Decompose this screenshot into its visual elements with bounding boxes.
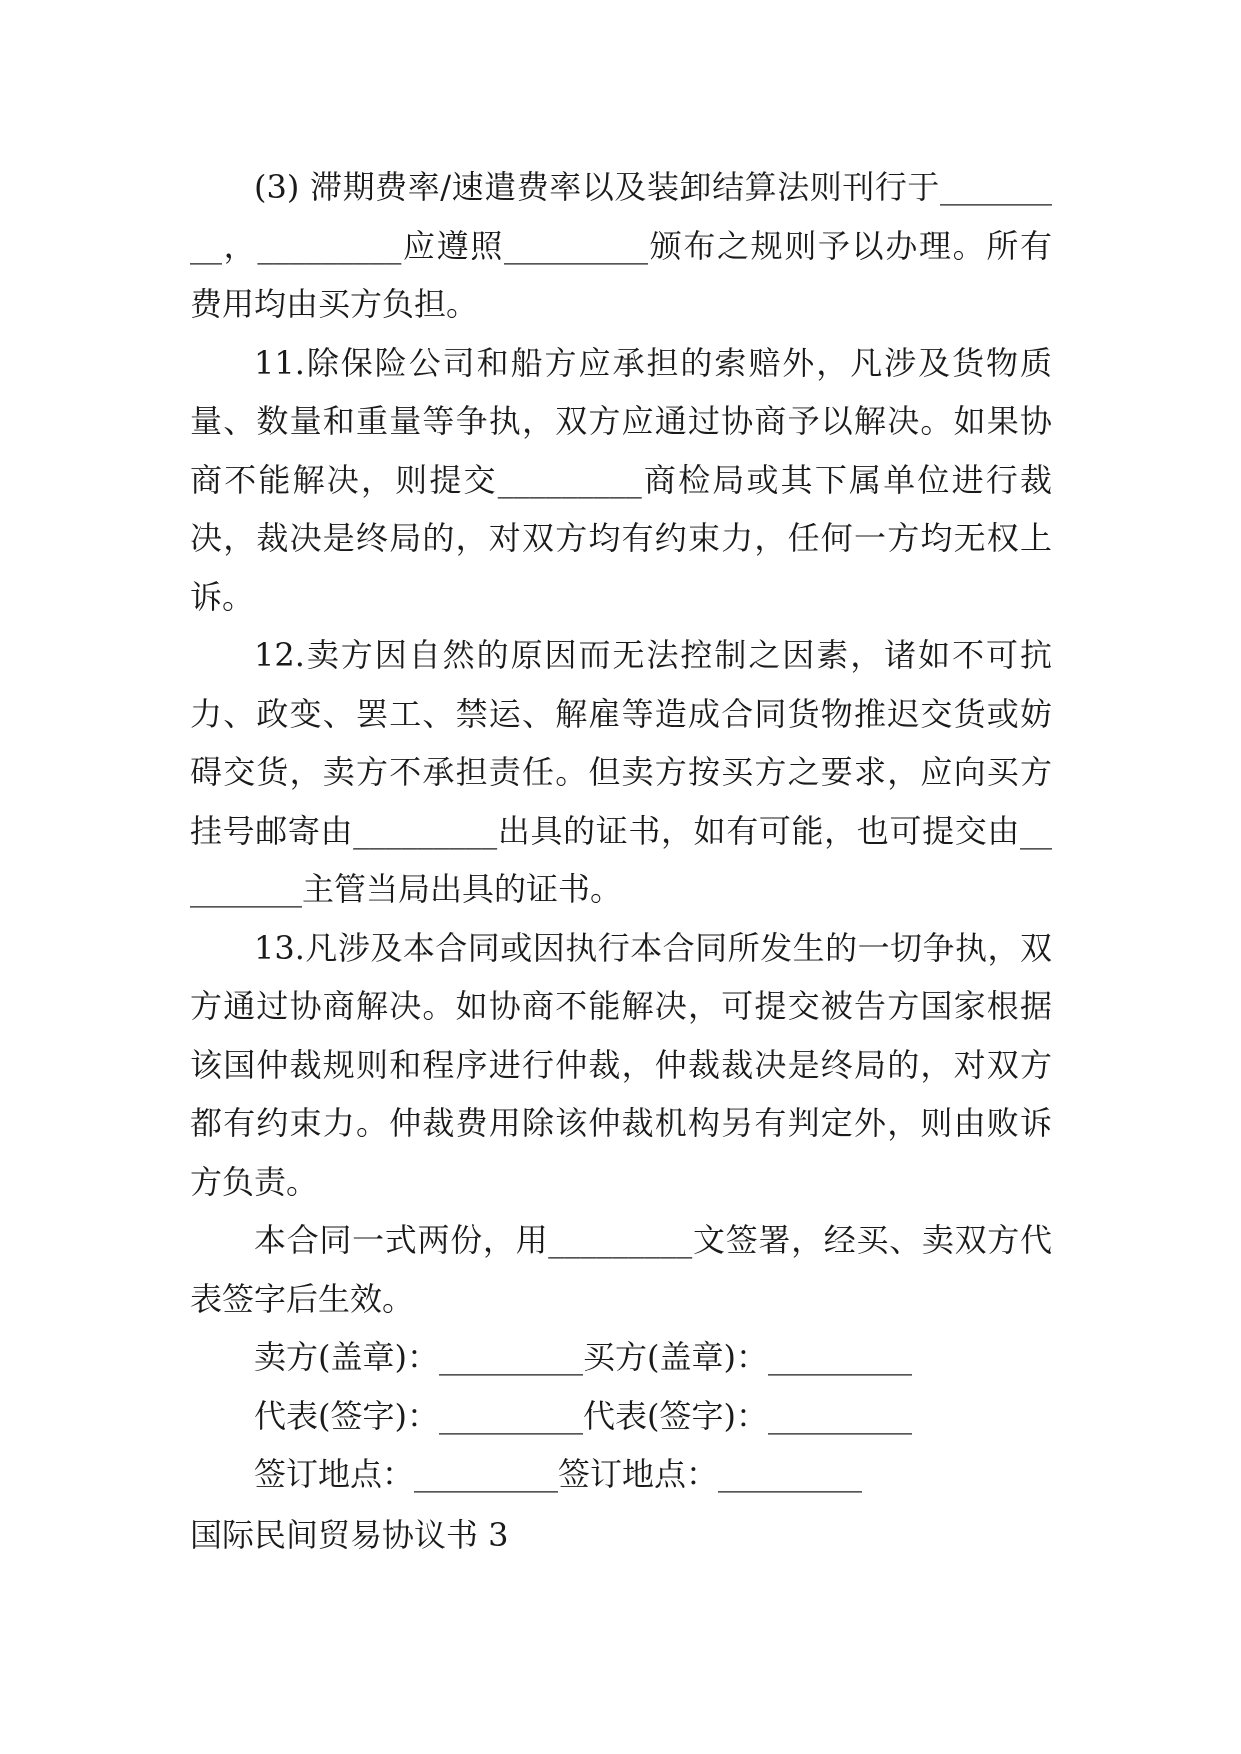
- clause-copies-signature: 本合同一式两份，用_________文签署，经买、卖双方代表签字后生效。: [190, 1221, 1052, 1318]
- clause-demurrage-rate: (3) 滞期费率/速遣费率以及装卸结算法则刊行于_________，_________应遵照_________颁布之规则予以办理。所有费用均由买方负担。: [190, 168, 1052, 323]
- clause-13-arbitration: 13.凡涉及本合同或因执行本合同所发生的一切争执，双方通过协商解决。如协商不能解决，可提交被告方国家根据该国仲裁规则和程序进行仲裁，仲裁裁决是终局的，对双方都有约束力。仲裁费用除该仲裁机构另有判定外，则由败诉方负责。: [190, 928, 1052, 1201]
- clause-11-quality-dispute: 11.除保险公司和船方应承担的索赔外，凡涉及货物质量、数量和重量等争执，双方应通过协商予以解决。如果协商不能解决，则提交_________商检局或其下属单位进行裁决，裁决是终局的，对双方均有约束力，任何一方均无权上诉。: [190, 343, 1052, 616]
- signature-line-seal: 卖方(盖章)：_________买方(盖章)：_________: [254, 1338, 912, 1376]
- document-body: [190, 158, 1052, 1564]
- signature-line-representative: 代表(签字)：_________代表(签字)：_________: [254, 1396, 912, 1435]
- next-document-title: 国际民间贸易协议书 3: [190, 1515, 509, 1554]
- signature-line-place: 签订地点：_________签订地点：_________: [254, 1455, 863, 1493]
- clause-12-force-majeure: 12.卖方因自然的原因而无法控制之因素，诸如不可抗力、政变、罢工、禁运、解雇等造成合同货物推迟交货或妨碍交货，卖方不承担责任。但卖方按买方之要求，应向买方挂号邮寄由_________出具的证书，如有可能，也可提交由_________主管当局出具的证书。: [190, 636, 1052, 908]
